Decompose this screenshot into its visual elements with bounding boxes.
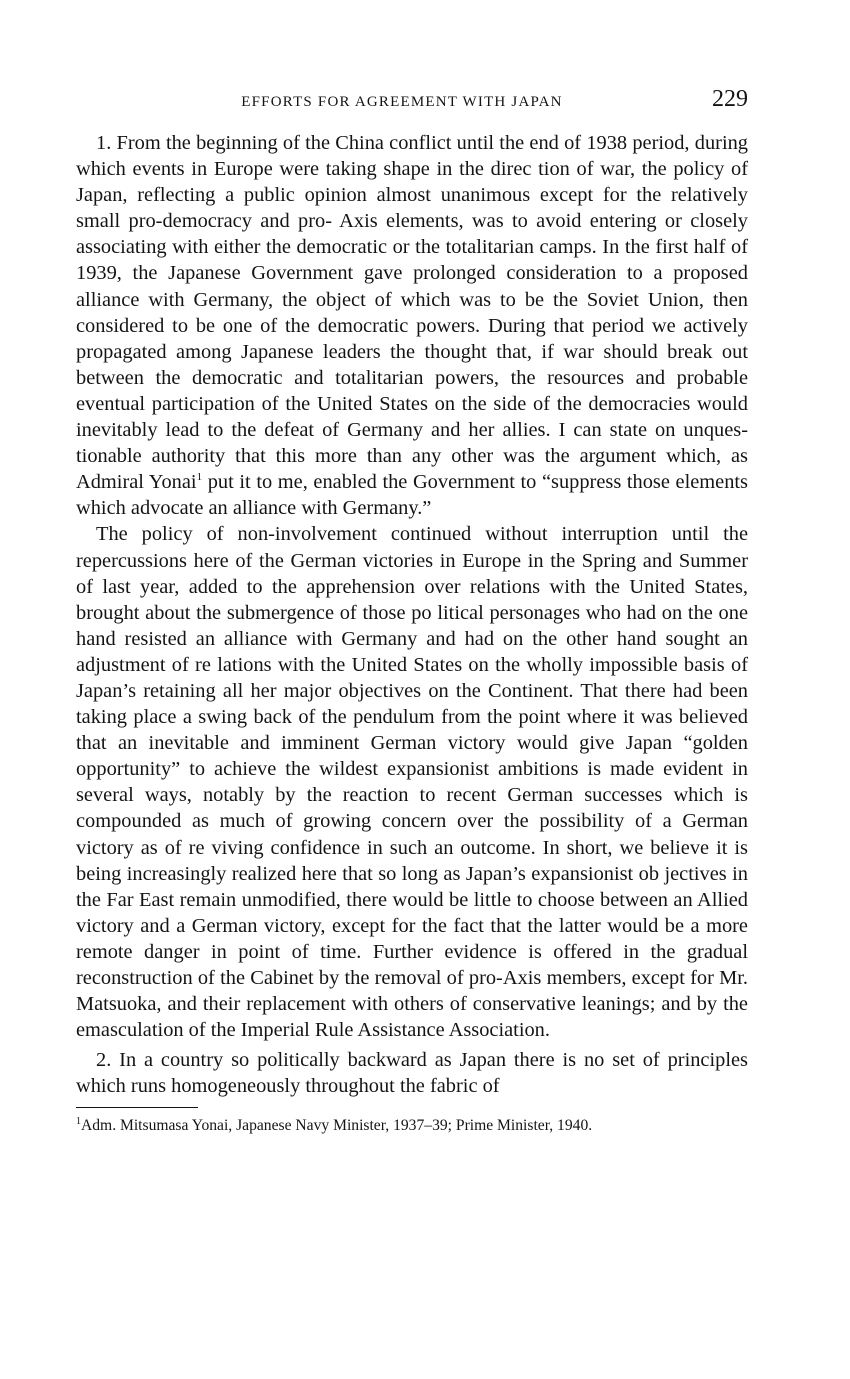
- paragraph-3: 2. In a country so politically backward as Japan there is no set of principles which runs homogeneously throughout the fabric of: [76, 1049, 748, 1098]
- paragraph-1-text-a: 1. From the beginning of the China conflict until the end of 1938 period, during which events in Europe were taking shape in the direc tion of war, the policy of Japan, reflecting a public opinion almost unanimous except for the relatively small pro-democracy and pro- Axis elements, was to avoid entering or closely associating with either the democratic or the totalitarian camps. In the first half of 1939, the Japanese Government gave prolonged consideration to a proposed alliance with Germany, the object of which was to be the Soviet Union, then considered to be one of the democratic powers. During that period we actively propagated among Japanese leaders the thought that, if war should break out between the democratic and totalitarian powers, the resources and probable eventual participation of the United States on the side of the democracies would inevitably lead to the defeat of Germany and her allies. I can state on unques tionable authority that this more than any other was the argument which, as Admiral Yonai: [76, 132, 748, 494]
- footnote-text: Adm. Mitsumasa Yonai, Japanese Navy Minister, 1937–39; Prime Minister, 1940.: [81, 1117, 593, 1135]
- paragraph-1: [76, 130, 748, 521]
- footnote-reference: 1: [196, 471, 203, 484]
- footnote-divider: [76, 1107, 198, 1108]
- page-number: 229: [712, 86, 748, 112]
- running-title: EFFORTS FOR AGREEMENT WITH JAPAN: [241, 94, 563, 110]
- running-head: [76, 84, 748, 118]
- body-text: [76, 130, 748, 1099]
- paragraph-1-text-b: put it to me, enabled the Government to “suppress those elements which advocate an alliance with Germany.”: [76, 471, 748, 520]
- footnote-marker: 1: [76, 1116, 81, 1128]
- book-page: [76, 84, 748, 1135]
- paragraph-2: The policy of non-involvement continued without interruption until the repercussions here of the German victories in Europe in the Spring and Summer of last year, added to the apprehension over relations with the United States, brought about the submergence of those po litical personages who had on the one hand resisted an alliance with Germany and had on the other hand sought an adjustment of re lations with the United States on the wholly impossible basis of Japan’s retaining all her major objectives on the Continent. That there had been taking place a swing back of the pendulum from the point where it was believed that an inevitable and imminent German victory would give Japan “golden opportunity” to achieve the wildest expansionist ambitions is made evident in several ways, notably by the reaction to recent German successes which is compounded as much of growing concern over the possibility of a German victory as of re viving confidence in such an outcome. In short, we believe it is being increasingly realized here that so long as Japan’s expansionist ob jectives in the Far East remain unmodified, there would be little to choose between an Allied victory and a German victory, except for the fact that the latter would be a more remote danger in point of time. Further evidence is offered in the gradual reconstruction of the Cabinet by the removal of pro-Axis members, except for Mr. Matsuoka, and their replacement with others of conservative leanings; and by the emasculation of the Imperial Rule Assistance Association.: [76, 523, 748, 1042]
- footnote: [76, 1116, 748, 1135]
